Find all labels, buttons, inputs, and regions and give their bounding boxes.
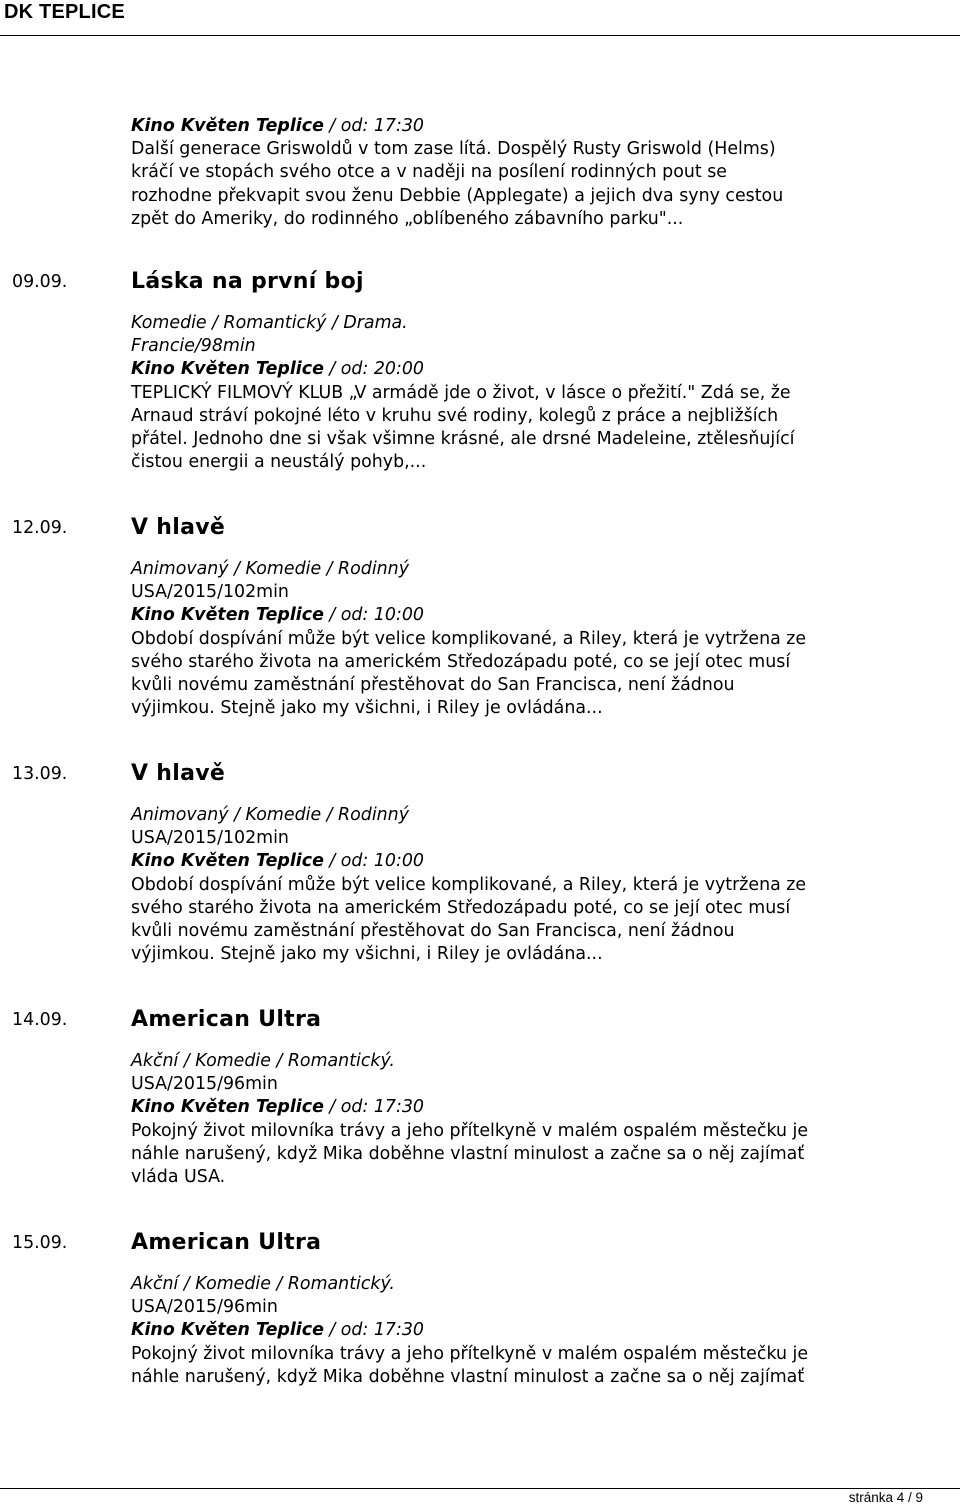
venue-name: Kino Květen Teplice bbox=[131, 1320, 324, 1341]
description-line: kvůli novému zaměstnání přestěhovat do San Francisca, není žádnou bbox=[131, 921, 735, 942]
screening-details bbox=[0, 1050, 960, 1189]
screening-details bbox=[0, 312, 960, 474]
description-line: rozhodne překvapit svou ženu Debbie (Applegate) a jejich dva syny cestou bbox=[131, 185, 784, 206]
film-title: American Ultra bbox=[131, 1230, 322, 1255]
description-line: svého starého života na americkém Středozápadu poté, co se její otec musí bbox=[131, 651, 791, 672]
page-header bbox=[0, 0, 960, 36]
film-origin: USA/2015/96min bbox=[131, 1074, 278, 1095]
description-line: kvůli novému zaměstnání přestěhovat do San Francisca, není žádnou bbox=[131, 675, 735, 696]
screening-date: 12.09. bbox=[12, 518, 68, 538]
screening-details bbox=[0, 558, 960, 720]
site-title: DK TEPLICE bbox=[4, 1, 125, 23]
showtime: / od: 20:00 bbox=[323, 359, 424, 380]
film-genre: Komedie / Romantický / Drama. bbox=[131, 313, 408, 333]
film-origin: USA/2015/102min bbox=[131, 582, 289, 603]
description-line: čistou energii a neustálý pohyb,... bbox=[131, 452, 427, 473]
page-number: stránka 4 / 9 bbox=[848, 1490, 923, 1505]
film-title: American Ultra bbox=[131, 1007, 322, 1032]
venue-name: Kino Květen Teplice bbox=[131, 359, 324, 380]
film-genre: Akční / Komedie / Romantický. bbox=[131, 1051, 395, 1071]
description-line: Pokojný život milovníka trávy a jeho přítelkyně v malém ospalém městečku je bbox=[131, 1120, 809, 1141]
page-footer bbox=[0, 1488, 960, 1504]
description-line: náhle narušený, když Mika doběhne vlastní minulost a začne sa o něj zajímať bbox=[131, 1366, 805, 1387]
screening-date: 09.09. bbox=[12, 272, 68, 292]
venue-line bbox=[131, 850, 960, 873]
description-line: Období dospívání může být velice komplikované, a Riley, která je vytržena ze bbox=[131, 874, 807, 895]
film-title: V hlavě bbox=[131, 515, 226, 540]
venue-name: Kino Květen Teplice bbox=[131, 116, 324, 136]
description-line: zpět do Ameriky, do rodinného „oblíbeného zábavního parku"... bbox=[131, 208, 684, 229]
film-origin: Francie/98min bbox=[131, 336, 256, 357]
description-line: výjimkou. Stejně jako my všichni, i Riley je ovládána... bbox=[131, 944, 603, 965]
screening-details bbox=[0, 804, 960, 966]
film-title: Láska na první boj bbox=[131, 269, 364, 294]
screening-date: 13.09. bbox=[12, 764, 68, 784]
showtime: / od: 10:00 bbox=[323, 851, 424, 872]
description-line: vláda USA. bbox=[131, 1167, 226, 1188]
showtime: / od: 17:30 bbox=[323, 1320, 424, 1341]
description-line: výjimkou. Stejně jako my všichni, i Riley je ovládána... bbox=[131, 698, 603, 719]
screening-date: 15.09. bbox=[12, 1233, 68, 1253]
intro-continuation bbox=[0, 115, 960, 231]
description-line: TEPLICKÝ FILMOVÝ KLUB „V armádě jde o život, v lásce o přežití." Zdá se, že bbox=[131, 382, 791, 403]
description-line: náhle narušený, když Mika doběhne vlastní minulost a začne sa o něj zajímať bbox=[131, 1143, 805, 1164]
screening-date: 14.09. bbox=[12, 1010, 68, 1030]
venue-name: Kino Květen Teplice bbox=[131, 851, 324, 872]
description-line: kráčí ve stopách svého otce a v naději na posílení rodinných pout se bbox=[131, 162, 727, 183]
description-line: Další generace Griswoldů v tom zase lítá. Dospělý Rusty Griswold (Helms) bbox=[131, 139, 776, 160]
film-origin: USA/2015/96min bbox=[131, 1297, 278, 1318]
venue-line bbox=[131, 604, 960, 627]
venue-name: Kino Květen Teplice bbox=[131, 1097, 324, 1118]
description-line: Arnaud stráví pokojné léto v kruhu své rodiny, kolegů z práce a nejbližších bbox=[131, 405, 779, 426]
description-line: Období dospívání může být velice komplikované, a Riley, která je vytržena ze bbox=[131, 628, 807, 649]
venue-line bbox=[131, 115, 960, 138]
venue-line bbox=[131, 1096, 960, 1119]
film-genre: Akční / Komedie / Romantický. bbox=[131, 1274, 395, 1294]
film-genre: Animovaný / Komedie / Rodinný bbox=[131, 559, 409, 579]
film-title: V hlavě bbox=[131, 761, 226, 786]
description-line: svého starého života na americkém Středozápadu poté, co se její otec musí bbox=[131, 897, 791, 918]
showtime: / od: 10:00 bbox=[323, 605, 424, 626]
venue-name: Kino Květen Teplice bbox=[131, 605, 324, 626]
showtime: / od: 17:30 bbox=[323, 116, 424, 136]
venue-line bbox=[131, 1319, 960, 1342]
description-line: Pokojný život milovníka trávy a jeho přítelkyně v malém ospalém městečku je bbox=[131, 1343, 809, 1364]
film-genre: Animovaný / Komedie / Rodinný bbox=[131, 805, 409, 825]
screening-details bbox=[0, 1273, 960, 1389]
venue-line bbox=[131, 358, 960, 381]
description-line: přátel. Jednoho dne si však všimne krásné, ale drsné Madeleine, ztělesňující bbox=[131, 429, 795, 450]
film-origin: USA/2015/102min bbox=[131, 828, 289, 849]
showtime: / od: 17:30 bbox=[323, 1097, 424, 1118]
